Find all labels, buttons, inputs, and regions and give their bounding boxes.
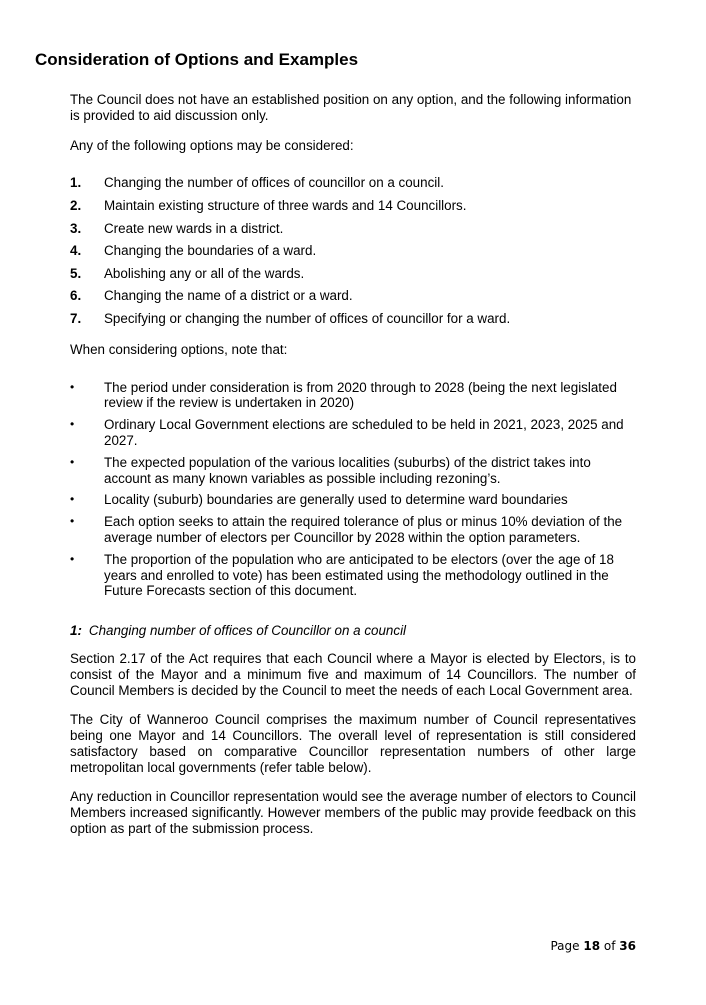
option-text: Abolishing any or all of the wards. <box>104 265 305 281</box>
note-text: The expected population of the various localities (suburbs) of the district takes into account as many known variables as possible including rezoning’s. <box>104 454 591 486</box>
option-item <box>70 198 636 214</box>
option-number: 4. <box>70 243 82 259</box>
footer-total-pages: 36 <box>619 939 636 953</box>
footer-of-word: of <box>603 939 616 953</box>
section-heading <box>70 623 636 639</box>
section-paragraph: The City of Wanneroo Council comprises the maximum number of Council representatives being one Mayor and 14 Councillors. The overall level of representation is still considered satisfactory based on comparative Councillor representation numbers of other large metropolitan local governments (refer table below). <box>70 712 636 775</box>
intro-paragraph: The Council does not have an established position on any option, and the following information is provided to aid discussion only. <box>70 92 632 123</box>
option-text: Changing the number of offices of councillor on a council. <box>104 175 444 191</box>
note-item <box>70 417 636 449</box>
note-item <box>70 455 636 487</box>
option-item <box>70 243 636 259</box>
option-item <box>70 221 636 237</box>
note-text: Ordinary Local Government elections are scheduled to be held in 2021, 2023, 2025 and 2027. <box>104 417 624 448</box>
bullet-icon: • <box>70 379 75 394</box>
footer-page-number: 18 <box>583 939 601 953</box>
bullet-icon: • <box>70 454 75 469</box>
bullet-icon: • <box>70 514 75 529</box>
option-text: Create new wards in a district. <box>104 220 284 236</box>
bullet-icon: • <box>70 551 75 566</box>
page-footer <box>550 938 636 954</box>
document-body <box>70 92 636 851</box>
bullet-icon: • <box>70 417 75 432</box>
notes-intro: When considering options, note that: <box>70 341 288 357</box>
section-paragraph: Section 2.17 of the Act requires that each Council where a Mayor is elected by Electors, is to consist of the Mayor and a minimum five and maximum of 14 Councillors. The number of Council Members is decided by the Council to meet the needs of each Local Government area. <box>70 650 636 698</box>
option-item <box>70 311 636 327</box>
section-title: Changing number of offices of Councillor on a council <box>88 623 407 639</box>
note-text: The proportion of the population who are anticipated to be electors (over the age of 18 years and enrolled to vote) has been estimated using the methodology outlined in the Future Forecasts section of this document. <box>104 551 614 599</box>
bullet-icon: • <box>70 492 75 507</box>
note-item <box>70 380 636 412</box>
section-paragraph: Any reduction in Councillor representation would see the average number of electors to Council Members increased significantly. However members of the public may provide feedback on this option as part of the submission process. <box>70 789 636 837</box>
option-item <box>70 288 636 304</box>
option-number: 5. <box>70 265 82 281</box>
option-text: Changing the boundaries of a ward. <box>104 243 317 259</box>
options-list <box>70 175 636 326</box>
note-item <box>70 492 636 508</box>
note-text: Each option seeks to attain the required tolerance of plus or minus 10% deviation of the average number of electors per Councillor by 2028 within the option parameters. <box>104 514 623 545</box>
option-number: 3. <box>70 220 82 236</box>
footer-page-word: Page <box>550 939 580 953</box>
option-number: 6. <box>70 288 82 304</box>
option-item <box>70 175 636 191</box>
option-number: 1. <box>70 175 82 191</box>
option-text: Specifying or changing the number of offices of councillor for a ward. <box>104 310 511 326</box>
option-item <box>70 266 636 282</box>
options-intro: Any of the following options may be considered: <box>70 137 354 153</box>
option-text: Changing the name of a district or a ward. <box>104 288 353 304</box>
option-number: 7. <box>70 310 82 326</box>
section-number: 1: <box>70 623 82 639</box>
page-heading: Consideration of Options and Examples <box>35 50 359 69</box>
note-item <box>70 514 636 546</box>
notes-list <box>70 380 636 600</box>
note-text: The period under consideration is from 2020 through to 2028 (being the next legislated review if the review is undertaken in 2020) <box>104 379 617 411</box>
option-text: Maintain existing structure of three wards and 14 Councillors. <box>104 197 467 213</box>
note-item <box>70 552 636 599</box>
option-number: 2. <box>70 197 82 213</box>
note-text: Locality (suburb) boundaries are generally used to determine ward boundaries <box>104 492 568 508</box>
